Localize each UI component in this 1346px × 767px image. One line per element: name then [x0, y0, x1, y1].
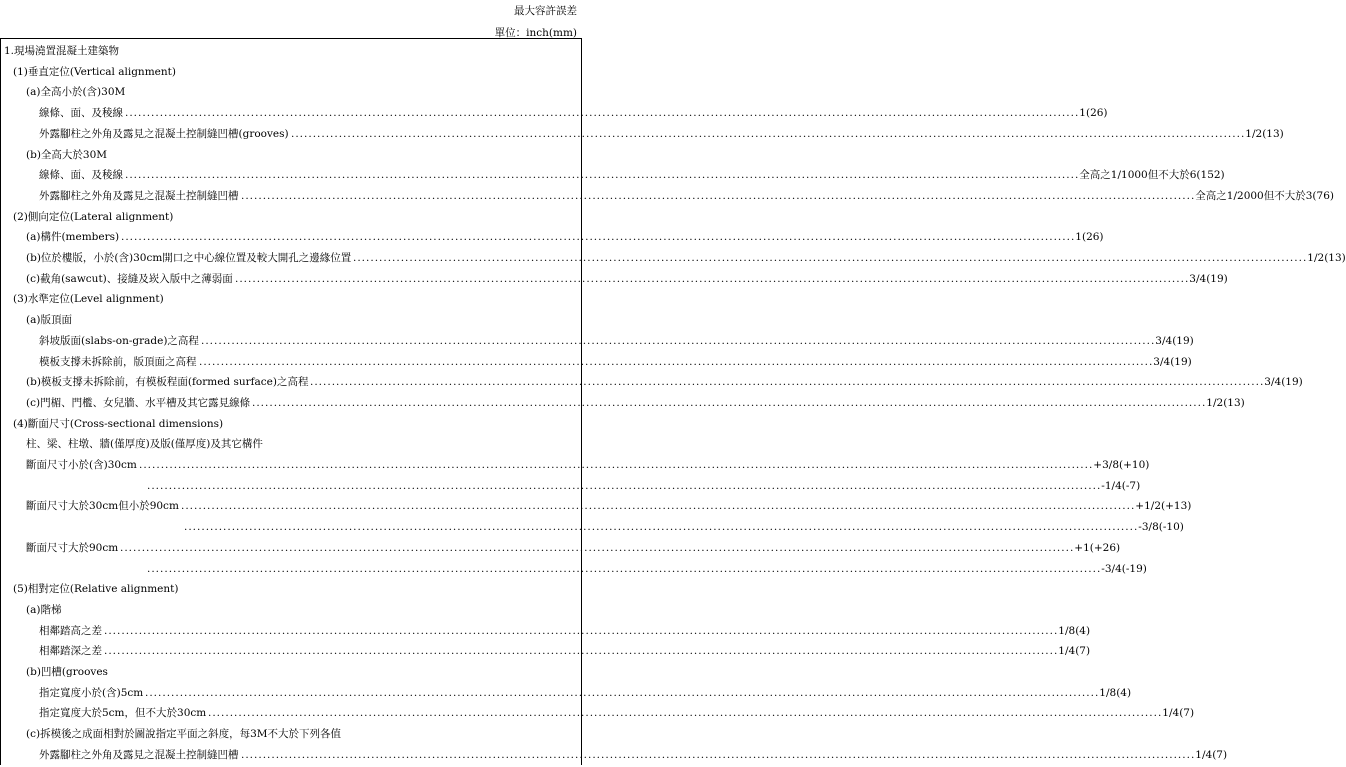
dot-leader: ............................................................................................................................................................................................................................ — [235, 272, 1190, 285]
tolerance-value: 1/4(7) — [1162, 707, 1195, 720]
title-line — [514, 3, 577, 18]
dot-leader: ............................................................................................................................................................................................................................ — [104, 645, 1059, 658]
tolerance-value: +3/8(+10) — [1093, 459, 1150, 471]
leader-line — [241, 743, 1228, 767]
tolerance-value: 全高之1/2000但不大於3(76) — [1195, 189, 1334, 202]
dot-leader: ............................................................................................................................................................................................................................ — [184, 521, 1139, 534]
tolerance-value: 1(26) — [1079, 107, 1108, 120]
tolerance-value: 1/2(13) — [1307, 252, 1346, 264]
row-label: (b)凹槽(grooves — [26, 666, 108, 678]
row-label: 柱、梁、柱墩、牆(僅厚度)及版(僅厚度)及其它構件 — [26, 438, 263, 451]
dot-leader: ............................................................................................................................................................................................................................ — [121, 231, 1076, 244]
dot-leader: ............................................................................................................................................................................................................................ — [139, 459, 1094, 471]
dot-leader: ............................................................................................................................................................................................................................ — [147, 562, 1102, 575]
row-label: 外露腳柱之外角及露見之混凝土控制縫凹槽 — [39, 748, 239, 761]
tolerance-value: 3/4(19) — [1264, 376, 1303, 389]
tolerance-value: +1(+26) — [1074, 541, 1121, 554]
tolerance-value: -3/4(-19) — [1101, 562, 1147, 575]
tolerance-value: 3/4(19) — [1155, 334, 1194, 347]
unit-label: 單位：inch(mm) — [494, 27, 577, 39]
dot-leader: ............................................................................................................................................................................................................................ — [147, 479, 1102, 492]
tolerance-value: -3/8(-10) — [1138, 521, 1184, 534]
dot-leader: ............................................................................................................................................................................................................................ — [201, 334, 1156, 347]
tolerance-value: +1/2(+13) — [1135, 500, 1192, 513]
dot-leader: ............................................................................................................................................................................................................................ — [199, 355, 1154, 368]
row-label: (a)階梯 — [26, 603, 62, 616]
row-label: 相鄰踏高之差 — [39, 624, 102, 637]
tolerance-value: 1(26) — [1075, 231, 1104, 244]
row-label: 指定寬度小於(含)5cm — [39, 686, 144, 699]
row-label: 指定寬度大於5cm，但不大於30cm — [39, 707, 207, 720]
row-label: (c)拆模後之成面相對於圖說指定平面之斜度，每3M不大於下列各值 — [26, 728, 342, 741]
dot-leader: ............................................................................................................................................................................................................................ — [208, 707, 1163, 720]
tolerance-value: 1/8(4) — [1099, 686, 1132, 699]
row-label: 線條、面、及稜線 — [39, 169, 123, 182]
row-label: 外露腳柱之外角及露見之混凝土控制縫凹槽 — [39, 189, 239, 202]
row-label: (5)相對定位(Relative alignment) — [13, 583, 179, 596]
tolerance-value: 1/4(7) — [1058, 645, 1091, 658]
dot-leader: ............................................................................................................................................................................................................................ — [241, 189, 1196, 202]
row-label: (3)水準定位(Level alignment) — [13, 293, 164, 306]
row-label: 線條、面、及稜線 — [39, 107, 123, 120]
tolerance-value: 1/2(13) — [1206, 396, 1245, 409]
row-label: 1.現場澆置混凝土建築物 — [4, 45, 120, 57]
dot-leader: ............................................................................................................................................................................................................................ — [181, 500, 1136, 513]
dot-leader: ............................................................................................................................................................................................................................ — [125, 169, 1080, 182]
tolerance-value: 1/2(13) — [1245, 127, 1284, 140]
row-label: (2)側向定位(Lateral alignment) — [13, 210, 174, 223]
dot-leader: ............................................................................................................................................................................................................................ — [120, 541, 1075, 554]
dot-leader: ............................................................................................................................................................................................................................ — [241, 748, 1196, 761]
row-label: (b)模板支撐未拆除前，有模板程面(formed surface)之高程 — [26, 376, 309, 389]
row-label: 相鄰踏深之差 — [39, 645, 102, 658]
row-label: (a)構件(members) — [26, 231, 120, 244]
dot-leader: ............................................................................................................................................................................................................................ — [104, 624, 1059, 637]
row-label: 斜坡版面(slabs-on-grade)之高程 — [39, 334, 199, 347]
dot-leader: ............................................................................................................................................................................................................................ — [145, 686, 1100, 699]
row-label: 斷面尺寸大於90cm — [26, 541, 119, 554]
row-label: 外露腳柱之外角及露見之混凝土控制縫凹槽(grooves) — [39, 127, 289, 140]
tolerance-table — [0, 38, 1346, 765]
row-label: (c)門楣、門檻、女兒牆、水平槽及其它露見線條 — [26, 396, 251, 409]
tolerance-value: -1/4(-7) — [1101, 479, 1141, 492]
tolerance-value: 全高之1/1000但不大於6(152) — [1079, 169, 1225, 182]
row-label: (a)全高小於(含)30M — [26, 86, 126, 99]
row-label: 模板支撐未拆除前，版頂面之高程 — [39, 355, 197, 368]
row-label: (c)截角(sawcut)、接縫及崁入版中之薄弱面 — [26, 272, 233, 285]
tolerance-value: 1/8(4) — [1058, 624, 1091, 637]
row-label: (4)斷面尺寸(Cross-sectional dimensions) — [13, 417, 224, 430]
table-row — [1, 743, 1228, 767]
row-label: (1)垂直定位(Vertical alignment) — [13, 65, 176, 78]
dot-leader: ............................................................................................................................................................................................................................ — [353, 252, 1308, 264]
tolerance-value: 3/4(19) — [1189, 272, 1228, 285]
row-label: (a)版頂面 — [26, 314, 72, 327]
row-label: (b)位於樓版，小於(含)30cm開口之中心線位置及較大開孔之邊緣位置 — [26, 252, 352, 264]
dot-leader: ............................................................................................................................................................................................................................ — [310, 376, 1265, 389]
row-label: (b)全高大於30M — [26, 148, 108, 161]
row-label: 斷面尺寸小於(含)30cm — [26, 459, 137, 471]
tolerance-value: 1/4(7) — [1195, 748, 1228, 761]
tolerance-value: 3/4(19) — [1153, 355, 1192, 368]
dot-leader: ............................................................................................................................................................................................................................ — [291, 127, 1246, 140]
row-label: 斷面尺寸大於30cm但小於90cm — [26, 500, 179, 513]
dot-leader: ............................................................................................................................................................................................................................ — [125, 107, 1080, 120]
table-title: 最大容許誤差 — [514, 5, 577, 17]
dot-leader: ............................................................................................................................................................................................................................ — [252, 396, 1207, 409]
